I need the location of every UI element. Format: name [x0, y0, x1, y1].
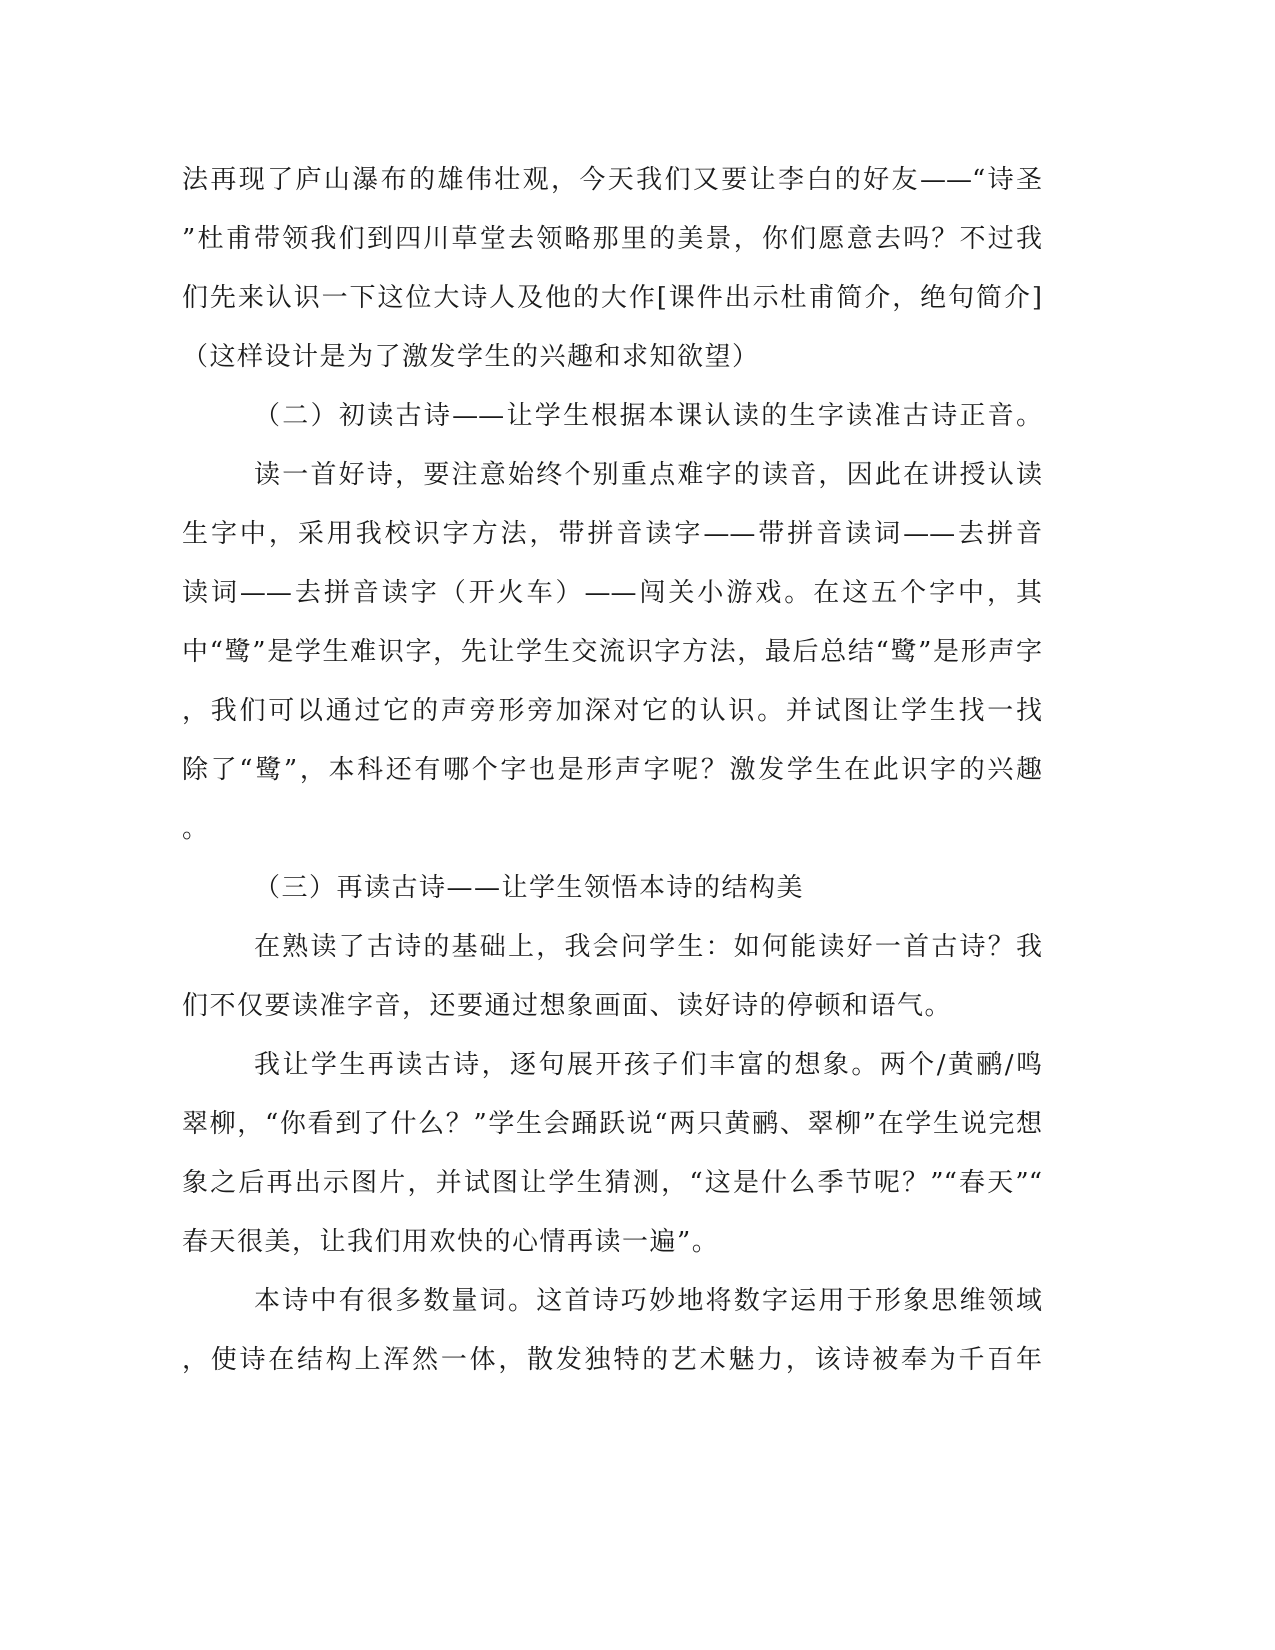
text-line: 生字中，采用我校识字方法，带拼音读字——带拼音读词——去拼音 [182, 519, 1042, 549]
text-line: 我让学生再读古诗，逐句展开孩子们丰富的想象。两个/黄鹂/鸣 [254, 1050, 1042, 1080]
text-line: 在熟读了古诗的基础上，我会问学生：如何能读好一首古诗？我 [254, 932, 1042, 962]
text-line: ，我们可以通过它的声旁形旁加深对它的认识。并试图让学生找一找 [182, 696, 1042, 726]
text-line: 中“鹭”是学生难识字，先让学生交流识字方法，最后总结“鹭”是形声字 [182, 637, 1042, 667]
section-heading: （二）初读古诗——让学生根据本课认读的生字读准古诗正音。 [254, 401, 1042, 431]
text-line: 象之后再出示图片，并试图让学生猜测，“这是什么季节呢？”“春天”“ [182, 1168, 1042, 1198]
text-line: （这样设计是为了激发学生的兴趣和求知欲望） [182, 342, 760, 372]
section-heading: （三）再读古诗——让学生领悟本诗的结构美 [254, 873, 805, 903]
text-line: 法再现了庐山瀑布的雄伟壮观，今天我们又要让李白的好友——“诗圣 [182, 165, 1042, 195]
text-line: 们先来认识一下这位大诗人及他的大作[课件出示杜甫简介，绝句简介] [182, 283, 1042, 313]
text-line: 春天很美，让我们用欢快的心情再读一遍”。 [182, 1227, 720, 1257]
text-line: ，使诗在结构上浑然一体，散发独特的艺术魅力，该诗被奉为千百年 [182, 1345, 1042, 1375]
text-line: 读词——去拼音读字（开火车）——闯关小游戏。在这五个字中，其 [182, 578, 1042, 608]
text-line: 翠柳，“你看到了什么？”学生会踊跃说“两只黄鹂、翠柳”在学生说完想 [182, 1109, 1042, 1139]
text-line: 们不仅要读准字音，还要通过想象画面、读好诗的停顿和语气。 [182, 991, 953, 1021]
text-line: 。 [182, 814, 210, 844]
text-line: ”杜甫带领我们到四川草堂去领略那里的美景，你们愿意去吗？不过我 [182, 224, 1042, 254]
text-line: 本诗中有很多数量词。这首诗巧妙地将数字运用于形象思维领域 [254, 1286, 1042, 1316]
text-line: 读一首好诗，要注意始终个别重点难字的读音，因此在讲授认读 [254, 460, 1042, 490]
text-line: 除了“鹭”，本科还有哪个字也是形声字呢？激发学生在此识字的兴趣 [182, 755, 1042, 785]
